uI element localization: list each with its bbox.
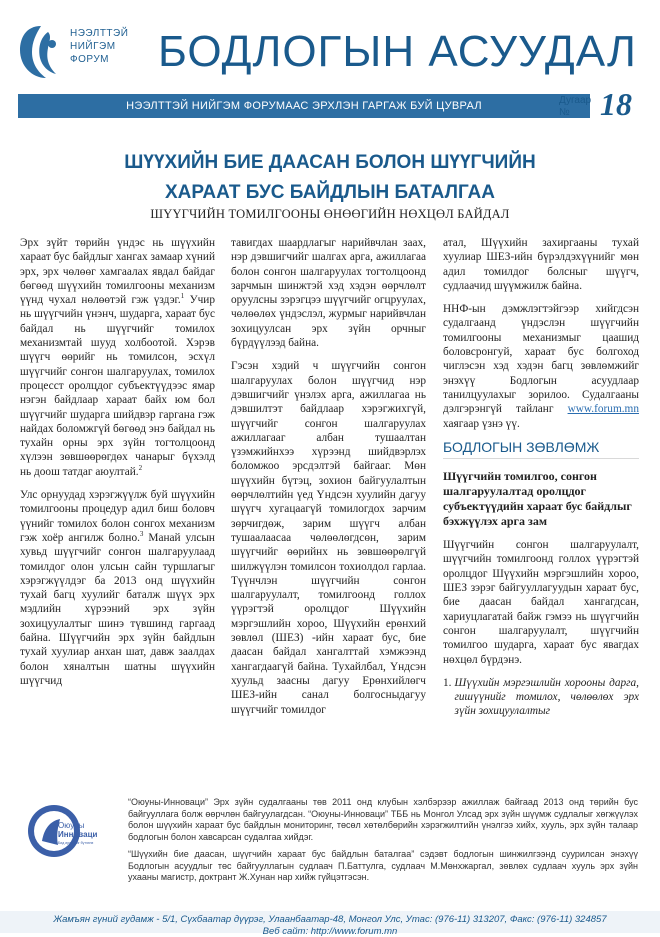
paragraph: ННФ-ын дэмжлэгтэйгээр хийгдсэн судалгаанд үндэслэн шүүгчийн томилгооны механизмыг цаашид боловсронгуй, хараат бус болгоход чиглэсэн хэд хэдэн багц зөвлөмжийг энэхүү Бодлогын асуудлаар танилцуулахыг зорилоо. Судалгааны дэлгэрэнгүй тайланг www.forum.mn хаягаар үзнэ үү. [443, 303, 639, 430]
paragraph: Эрх зүйт төрийн үндэс нь шүүхийн хараат бус байдлыг хангах замаар хүний эрх, эрх чөлөөг хамгаалах явдал байдаг бөгөөд шүүхийн томилгооны механизм үүнд чухал нөлөөтэй гэж үздэг.$^1$ Учир нь шүүгчийн үнэнч, шударга, хараат бус байдал нь шүүгчийг томилох механизмтай шууд холбоотой. Хэрэв шүүгч өөрийг нь томилсон, эсхүл шүүгчийг сонгон шалгаруулах, томилох процесст оролцдог субъектүүдээс ямар нэгэн байдлаар хараат байх юм бол шүүгчийг шударга шийдвэр гаргана гэж найдах боломжгүй бөгөөд энэ байдал нь тухайн орны эрх зүйн тогтолцоонд хүлээн зөвшөөрөгдөх чанарыг бүхэлд нь доош татдаг аюултай.$^2$ [20, 237, 215, 478]
series-banner-text: НЭЭЛТТЭЙ НИЙГЭМ ФОРУМААС ЭРХЛЭН ГАРГАЖ БУЙ ЦУВРАЛ [126, 100, 482, 112]
column-3 [443, 236, 639, 719]
issue-label-text: Дугаар [559, 95, 592, 106]
paragraph: атал, Шүүхийн захиргааны тухай хуулиар ШЕЗ-ийн бүрэлдэхүүнийг мөн адил томилдог болсныг шүүгч, судлаачид шүүмжилж байна. [443, 237, 639, 292]
article-title-line: ШҮҮХИЙН БИЕ ДААСАН БОЛОН ШҮҮГЧИЙН [124, 152, 536, 173]
footer-paragraph: “Шүүхийн бие даасан, шүүгчийн хараат бус байдлын баталгаа” сэдэвт бодлогын шинжилгээнд суурилсан энэхүү Бодлогын асуудлыг төс байгууллагын судлаач П.Баттулга, судлаач М.Мөнхжаргал, зөвлөх судлаач хууль эрх зүйн ухааны магистр, доктрант Ж.Хунан нар хийж гүйцэтгэсэн. [128, 849, 638, 882]
footnote-ref[interactable]: 2 [138, 463, 143, 472]
forum-logo-text [70, 27, 128, 66]
footer-address: Жамъян гүний гудамж - 5/1, Сүхбаатар дүүрэг, Улаанбаатар-48, Монгол Улс, Утас: (976-11) 313207, Факс: (976-11) 324857 [53, 914, 607, 925]
paragraph: тавигдах шаардлагыг нарийвчлан заах, нэр дэвшигчийг шалгах арга, ажиллагаа болон сонгон шалгаруулах тогтолцоонд зарчмын шинжтэй хэд хэдэн өөрчлөлт оруулсны зэрэгцээ шүүгчийг огцруулах, чөлөөлөх үндэслэл, журмыг нарийвчлан зохицуулсан эрх зүйн орчныг бүрдүүлээд байна. [231, 237, 426, 350]
item-text: Шүүхийн мэргэшлийн хорооны дарга, гишүүнийг томилох, чөлөөлөх эрх зүйн зохицуулалтыг [454, 676, 639, 718]
footer-text [128, 797, 638, 890]
paragraph: Гэсэн хэдий ч шүүгчийн сонгон шалгаруулах болон шүүгчид нэр дэвшигчийг үнэлэх арга, ажиллагаа нь дэвшилтэт байдлаар хэрэгжихгүй, шүүгчийг сонгон шалгаруулах ажиллагааг албан тушаалтан үзэмжийнхээ хүрээнд шийдвэрлэх боломжоо эрсдэлтэй байгааг. Мөн шүүхийн бүтэц, зохион байгуулалтын өөрчлөлтийн үед Үндсэн хуулийн дагуу шүүгч хугацаагүй томилогдох зарчим зөрчигдөж, зарим шүүгч албан тушаалаасаа чөлөөлөгдсөн, зарим шүүгчийг өөрийнх нь зөвшөөрөлгүй шилжүүлэн томилсон тохиолдол гарлаа. Түүнчлэн шүүгчийн сонгон шалгаруулалт, томилгоонд голлох үүрэгтэй оролцдог Шүүхийн мэргэшлийн хороо, Шүүхийн ерөнхий зөвлөл (ШЕЗ) -ийн хараат бус, бие даасан байдал хангалттай хэмжээнд хангагдаагүй байна. Тухайлбал, Үндсэн хуульд заасны дагуу Ерөнхийлөгч ШЕЗ-ийн санал болгосныдагуу шүүгчийг томилдог [231, 360, 426, 716]
column-1 [20, 236, 215, 697]
publication-title: БОДЛОГЫН АСУУДАЛ [158, 27, 637, 76]
logo-word: Инноваци [58, 830, 98, 839]
column-2 [231, 236, 426, 726]
series-banner [18, 94, 590, 118]
article-title [20, 148, 640, 208]
issue-label-symbol: № [559, 107, 570, 118]
issue-number: 18 [600, 86, 632, 122]
article-subtitle: ШҮҮГЧИЙН ТОМИЛГООНЫ ӨНӨӨГИЙН НӨХЦӨЛ БАЙДАЛ [150, 207, 510, 221]
paragraph: Улс орнуудад хэрэгжүүлж буй шүүхийн томилгооны процедур адил биш боловч үүнийг томилох болон сонгох механизм гэж хоёр ангилж болно.$^3$ Манай улсын хувьд шүүгчийг сонгон шалгаруулаад томилдог олон улсын сайн туршлагыг хэрэгжүүлдэг ба 2013 онд шүүхийн тухай багц хуулийг баталж шүүх эрх мэдлийн хүрээний эрх зүйн зохицуулалтыг шинэ түвшинд гаргаад байна. Шүүгчийн эрх зүйн байдлын тухай хуулиар анхан шат, давж заалдах болон хяналтын шатны шүүхийн шүүгчид [20, 489, 215, 687]
recommendation-item [443, 676, 639, 719]
article-title-line: ХАРААТ БУС БАЙДЛЫН БАТАЛГАА [165, 182, 495, 203]
logo-tagline: Бид ирээдүйг бүтээнэ [58, 841, 94, 845]
logo-line: НЭЭЛТТЭЙ [70, 28, 129, 39]
recommendations-heading: БОДЛОГЫН ЗӨВЛӨМЖ [443, 440, 639, 459]
issue-label [559, 95, 591, 119]
oyuny-innovation-logo [28, 801, 108, 861]
paragraph: Шүүгчийн сонгон шалгаруулалт, шүүгчийн томилгоонд голлох үүрэгтэй оролцдог Шүүхийн мэргэшлийн хороо, ШЕЗ зэрэг байгууллагуудын хараат бус, бие даасан байдал хангагдсан, хариуцлагатай байж гэмээ нь шүүгчийн сонгон шалгаруулалт, шүүгчийн томилгоо шударга, хараат бус явагдах нөхцөл бүрдэнэ. [443, 539, 639, 666]
forum-logo-icon [18, 22, 64, 82]
footnote-ref[interactable]: 3 [139, 530, 144, 539]
logo-line: ФОРУМ [70, 54, 110, 65]
footer-paragraph: “Оюуны-Инноваци” Эрх зүйн судалгааны төв 2011 онд клубын хэлбэрээр ажиллаж байгаад 2013 онд төрийн бус байгууллага болж өөрчлөн байгуулагдсан. “Оюуны-Инноваци” ТББ нь Монгол Улсад эрх зүйн шүүмж судлалыг хөгжүүлэх болон шүүхийн хараат бус байдлын мониторинг, төсөл хөтөлбөрийн хэрэгжилтийн үнэлгээ хийх, хууль, эрх зүйн талаар бодлогын болон хавсарсан судалгаа хийдэг. [128, 797, 638, 842]
item-number: 1. [443, 676, 452, 689]
footer-website[interactable]: Веб сайт: http://www.forum.mn [262, 926, 398, 937]
forum-website-link[interactable]: www.forum.mn [567, 403, 639, 416]
logo-line: НИЙГЭМ [70, 41, 116, 52]
logo-word: Оюуны [58, 821, 85, 830]
recommendation-subheading: Шүүгчийн томилгоо, сонгон шалгаруулалтад оролцдог субъектүүдийн хараат бус байдлыг бэхжүүлэх арга зам [443, 469, 632, 529]
footnote-ref[interactable]: 1 [180, 292, 185, 301]
footer-notes [20, 797, 640, 897]
